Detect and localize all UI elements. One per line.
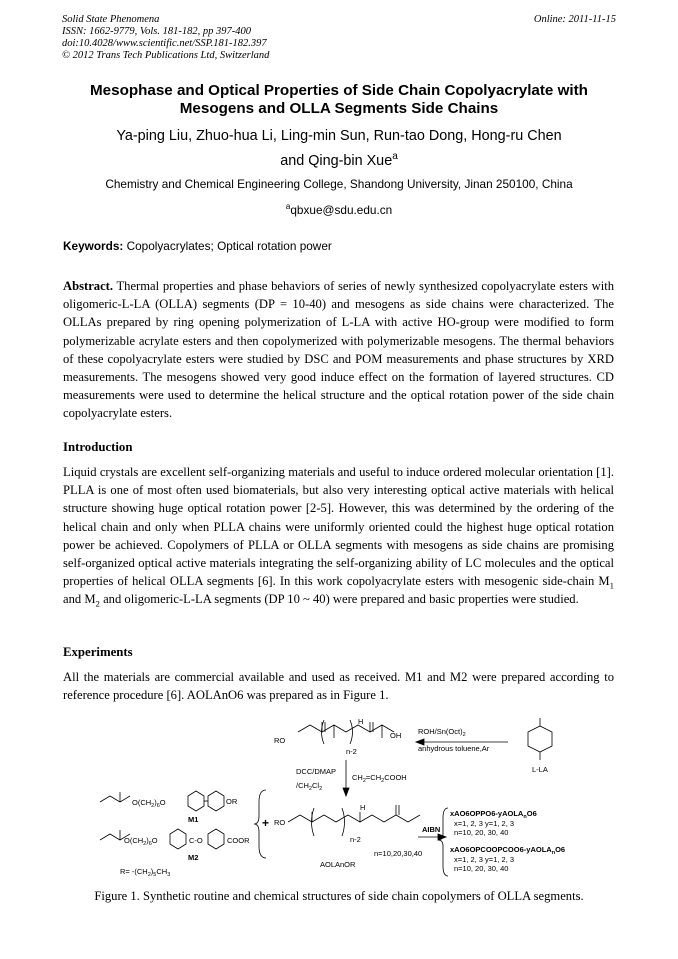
fig-product-1-xy: x=1, 2, 3 y=1, 2, 3: [454, 819, 515, 828]
fig-product-1: xAO6OPPO6-yAOLA$_n$O6: [450, 809, 537, 820]
journal-name: Solid State Phenomena: [62, 14, 160, 25]
fig-r-definition: $R= -(CH_2)_5CH_3$: [120, 867, 171, 878]
keywords-text: Copolyacrylates; Optical rotation power: [123, 239, 332, 253]
fig-h-label-2: H: [360, 803, 366, 812]
fig-h-label: H: [358, 717, 364, 726]
fig-m1-chain: $O(CH_2)_6O$: [132, 798, 166, 809]
author-affiliation-mark: a: [392, 151, 398, 163]
corresponding-email: $^a$qbxue@sdu.edu.cn: [285, 202, 393, 217]
fig-m1-label: M1: [188, 815, 199, 824]
figure-caption: Figure 1. Synthetic routine and chemical structures of side chain copolymers of OLLA segments.: [94, 889, 584, 903]
fig-m2-co: C-O: [189, 836, 203, 845]
keywords: [63, 239, 332, 253]
fig-m2-chain: $O(CH_2)_6O$: [124, 836, 158, 847]
fig-aolanor-label: AOLAnOR: [320, 860, 356, 869]
affiliation: Chemistry and Chemical Engineering College, Shandong University, Jinan 250100, China: [105, 177, 573, 191]
fig-n-values: n=10,20,30,40: [374, 849, 423, 858]
doi-line: doi:10.4028/www.scientific.net/SSP.181-182.397: [62, 38, 267, 49]
experiments-heading: Experiments: [63, 645, 133, 659]
fig-m2-label: M2: [188, 853, 199, 862]
abstract-label: Abstract.: [63, 279, 114, 293]
abstract-text: Thermal properties and phase behaviors of series of newly synthesized copolyacrylate esters with oligomeric-L-LA (OLLA) segments (DP = 10-40) and mesogens as side chains were characterized. The OLLAs prepared by ring opening polymerization of L-LA with active HO-group were modified to form polymerizable acrylate esters and then copolymerized with polymerizable mesogens. The thermal behaviors of these copolyacrylate esters were studied by DSC and POM measurements and phase structures by XRD measurements. The mesogens showed very good induce effect on the formation of layered structures. CD measurements were used to determine the helical structure and the optical rotation power of the side chain copolyacrylate esters.: [63, 279, 614, 421]
fig-solvent2-label: $/CH_2Cl_2$: [296, 781, 323, 792]
fig-acid-label: $CH_2=CH_2COOH$: [352, 773, 407, 784]
fig-ro-label: RO: [274, 736, 286, 745]
fig-aibn-label: AIBN: [422, 825, 441, 834]
running-header: [62, 14, 269, 62]
title-line-1: Mesophase and Optical Properties of Side Chain Copolyacrylate with: [90, 82, 588, 99]
fig-dcc-label: DCC/DMAP: [296, 767, 337, 776]
fig-ro-label-2: RO: [274, 818, 286, 827]
introduction-heading: Introduction: [63, 440, 133, 454]
synthesis-scheme: [88, 712, 588, 882]
fig-oh-label: OH: [390, 731, 402, 740]
fig-m1-or: OR: [226, 797, 238, 806]
online-date: Online: 2011-11-15: [533, 14, 616, 25]
author-list: [60, 124, 618, 174]
abstract: [63, 277, 614, 423]
fig-lla-label: L-LA: [532, 765, 548, 774]
title-line-2: Mesogens and OLLA Segments Side Chains: [179, 100, 499, 117]
authors-line-1: Ya-ping Liu, Zhuo-hua Li, Ling-min Sun, Run-tao Dong, Hong-ru Chen: [116, 128, 562, 144]
copyright-line: © 2012 Trans Tech Publications Ltd, Switzerland: [62, 50, 270, 61]
fig-product-2: xAO6OPCOOPCOO6-yAOLA$_n$O6: [450, 845, 566, 856]
fig-n2-label: n-2: [346, 747, 357, 756]
fig-product-2-xy: x=1, 2, 3 y=1, 2, 3: [454, 855, 515, 864]
fig-catalyst-label: ROH/$Sn(Oct)_2$: [418, 727, 466, 738]
fig-n2-label-2: n-2: [350, 835, 361, 844]
experiments-text: All the materials are commercial available and used as received. M1 and M2 were prepared according to reference procedure [6]. AOLAnO6 was prepared as in Figure 1.: [63, 670, 614, 703]
fig-product-2-n: n=10, 20, 30, 40: [454, 864, 509, 873]
keywords-label: Keywords:: [63, 239, 124, 253]
introduction-text: Liquid crystals are excellent self-organizing materials and useful to induce ordered molecular orientation [1]. PLLA is one of most often used biomaterials, but also very interesting optical active materials with helical structure showing huge optical rotation power [2-5]. However, this was determined by the ordering of the helical chain and only when PLLA chains were uniformly oriented could the highest huge optical rotation power be achieved. Copolymers of PLLA or OLLA segments with mesogens as side chains are promising self-organized optical active materials integrating the self-organizing ability of LC molecules and the optical properties of helical OLLA segments [6]. In this work copolyacrylate esters with mesogenic side-chain $M_1$ and $M_2$ and oligomeric-L-LA segments (DP 10 ~ 40) were prepared and basic properties were studied.: [63, 465, 614, 609]
fig-plus-sign: +: [262, 816, 270, 830]
fig-m2-coor: COOR: [227, 836, 250, 845]
authors-line-2: and Qing-bin Xue$^a$: [280, 151, 398, 169]
paper-title: [60, 82, 618, 118]
fig-solvent-label: anhydrous toluene,Ar: [418, 744, 490, 753]
issn-line: ISSN: 1662-9779, Vols. 181-182, pp 397-400: [62, 26, 251, 37]
fig-product-1-n: n=10, 20, 30, 40: [454, 828, 509, 837]
